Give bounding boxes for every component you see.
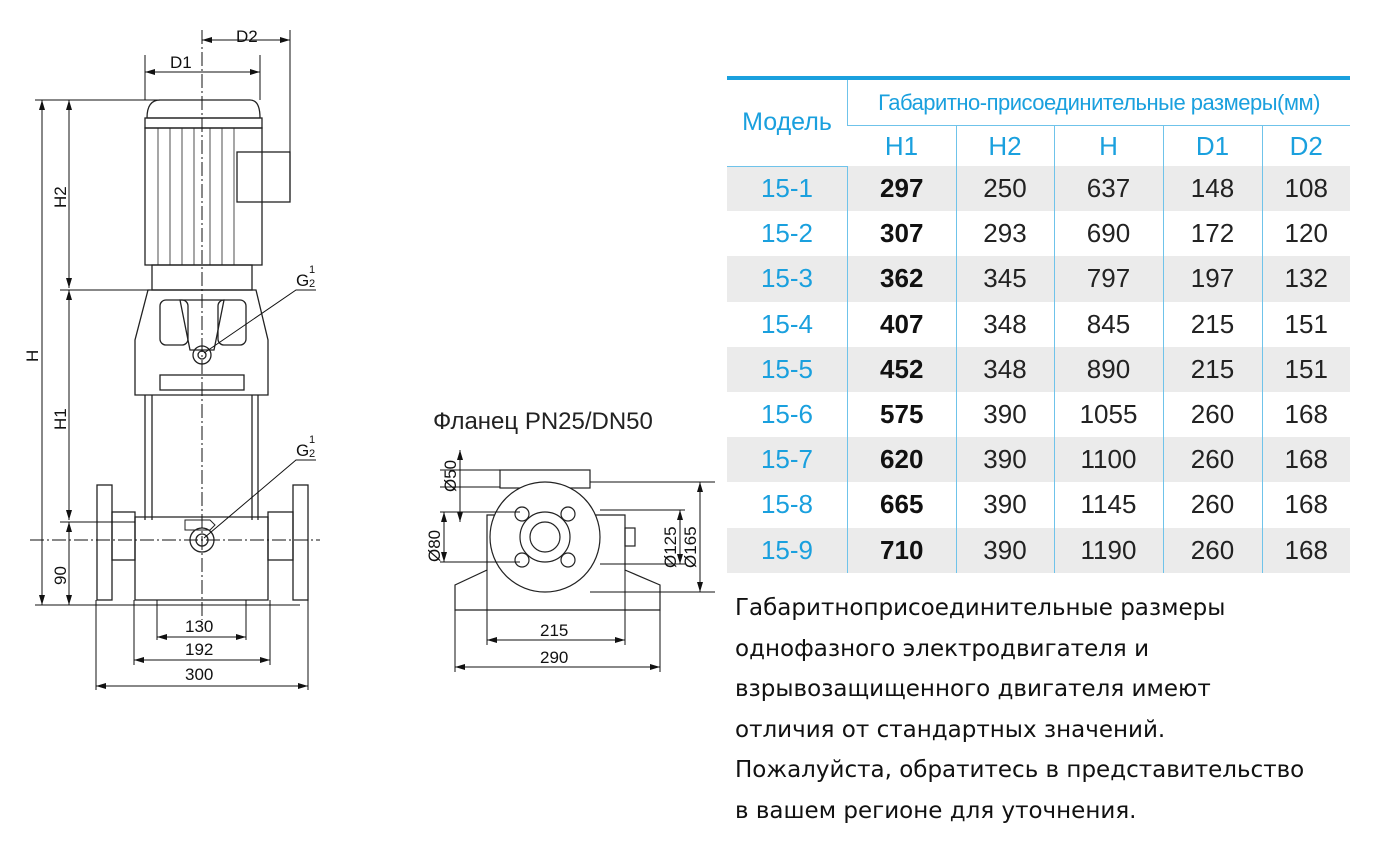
dimension-cell: 390 xyxy=(956,528,1054,573)
thread-frac-num: 1 xyxy=(309,434,316,446)
dimension-cell: 132 xyxy=(1262,256,1350,301)
dimension-lines xyxy=(30,30,320,690)
dimension-cell: 168 xyxy=(1262,528,1350,573)
table-row xyxy=(727,256,1350,301)
dimension-cell: 710 xyxy=(848,528,957,573)
dimension-cell: 297 xyxy=(848,166,957,211)
dimension-cell: 575 xyxy=(848,392,957,437)
thread-frac-num: 1 xyxy=(309,264,316,276)
dimension-cell: 168 xyxy=(1262,482,1350,527)
dimension-cell: 845 xyxy=(1054,302,1163,347)
dimension-cell: 797 xyxy=(1054,256,1163,301)
dimension-cell: 690 xyxy=(1054,211,1163,256)
model-cell: 15-1 xyxy=(760,173,814,204)
col-header-h1: H1 xyxy=(884,130,919,161)
thread-label-lower: G xyxy=(296,441,310,460)
dim-h1-label: H1 xyxy=(51,408,70,430)
model-cell: 15-6 xyxy=(760,399,814,430)
model-cell: 15-9 xyxy=(760,534,814,565)
dimension-cell: 390 xyxy=(956,482,1054,527)
col-header-d1: D1 xyxy=(1163,126,1262,167)
dim-192-label: 192 xyxy=(185,640,214,659)
dimension-cell: 151 xyxy=(1262,347,1350,392)
flange-view xyxy=(455,470,660,610)
note-line: в вашем регионе для уточнения. xyxy=(735,797,1137,824)
dimension-cell: 260 xyxy=(1163,392,1262,437)
dimension-cell: 172 xyxy=(1163,211,1262,256)
note-line: Габаритноприсоединительные размеры xyxy=(735,595,1226,621)
dimension-cell: 168 xyxy=(1262,437,1350,482)
flange-title: Фланец PN25/DN50 xyxy=(433,408,653,435)
table-row xyxy=(727,482,1350,527)
thread-label-upper: G xyxy=(296,271,310,290)
note-line: отличия от стандартных значений. xyxy=(735,716,1166,743)
table-row xyxy=(727,392,1350,437)
dimension-cell: 1190 xyxy=(1054,528,1163,573)
dimensions-table xyxy=(727,76,1350,573)
dim-h2-label: H2 xyxy=(51,186,70,208)
model-cell: 15-3 xyxy=(760,263,814,294)
dim-300-label: 300 xyxy=(185,665,214,684)
dimension-cell: 1145 xyxy=(1054,482,1163,527)
dimension-cell: 665 xyxy=(848,482,957,527)
note-line: однофазного электродвигателя и xyxy=(735,635,1150,662)
dimension-cell: 637 xyxy=(1054,166,1163,211)
dimension-cell: 151 xyxy=(1262,302,1350,347)
table-row xyxy=(727,211,1350,256)
dimension-cell: 120 xyxy=(1262,211,1350,256)
model-cell: 15-8 xyxy=(760,489,814,520)
table-row xyxy=(727,347,1350,392)
dimension-cell: 250 xyxy=(956,166,1054,211)
thread-frac-den: 2 xyxy=(309,448,316,460)
dimension-cell: 293 xyxy=(956,211,1054,256)
col-header-h: H xyxy=(1054,126,1163,167)
model-cell: 15-2 xyxy=(760,218,814,249)
dimension-cell: 390 xyxy=(956,392,1054,437)
dim-d165-label: Ø165 xyxy=(681,526,700,568)
dimension-cell: 1100 xyxy=(1054,437,1163,482)
dimension-cell: 148 xyxy=(1163,166,1262,211)
dim-d125-label: Ø125 xyxy=(661,526,680,568)
table-row xyxy=(727,528,1350,573)
model-cell: 15-4 xyxy=(760,308,814,339)
dimension-cell: 260 xyxy=(1163,482,1262,527)
dimension-cell: 108 xyxy=(1262,166,1350,211)
thread-frac-den: 2 xyxy=(309,278,316,290)
model-cell: 15-5 xyxy=(760,353,814,384)
dimension-cell: 215 xyxy=(1163,347,1262,392)
note-line: взрывозащищенного двигателя имеют xyxy=(735,676,1211,702)
dimension-cell: 197 xyxy=(1163,256,1262,301)
table-row xyxy=(727,437,1350,482)
table-row xyxy=(727,166,1350,211)
dim-d1-label: D1 xyxy=(170,53,192,72)
model-cell: 15-7 xyxy=(760,444,814,475)
dimension-cell: 345 xyxy=(956,256,1054,301)
dim-d80-label: Ø80 xyxy=(425,529,444,562)
table-row xyxy=(727,302,1350,347)
dimension-cell: 390 xyxy=(956,437,1054,482)
dimension-cell: 1055 xyxy=(1054,392,1163,437)
note-line: Пожалуйста, обратитесь в представительство xyxy=(735,757,1305,783)
dim-d2-label: D2 xyxy=(236,27,258,46)
dim-130-label: 130 xyxy=(185,617,214,636)
dim-d50-label: Ø50 xyxy=(441,459,460,492)
dimension-cell: 168 xyxy=(1262,392,1350,437)
dimension-cell: 362 xyxy=(848,256,957,301)
dim-215-label: 215 xyxy=(540,621,569,640)
dimension-cell: 260 xyxy=(1163,528,1262,573)
dimension-cell: 620 xyxy=(848,437,957,482)
dimension-cell: 348 xyxy=(956,347,1054,392)
dimension-cell: 307 xyxy=(848,211,957,256)
dimension-cell: 215 xyxy=(1163,302,1262,347)
dimension-cell: 890 xyxy=(1054,347,1163,392)
dimension-cell: 260 xyxy=(1163,437,1262,482)
note-text xyxy=(735,588,1304,831)
dim-290-label: 290 xyxy=(540,648,569,667)
dim-h-label: H xyxy=(23,349,42,362)
col-header-d2: D2 xyxy=(1262,126,1350,167)
model-header: Модель xyxy=(727,78,848,166)
dimension-cell: 407 xyxy=(848,302,957,347)
dimension-cell: 348 xyxy=(956,302,1054,347)
col-header-h2: H2 xyxy=(956,126,1054,167)
dimension-cell: 452 xyxy=(848,347,957,392)
dims-header: Габаритно-присоединительные размеры(мм) xyxy=(848,78,1351,126)
dim-90-label: 90 xyxy=(51,566,70,585)
